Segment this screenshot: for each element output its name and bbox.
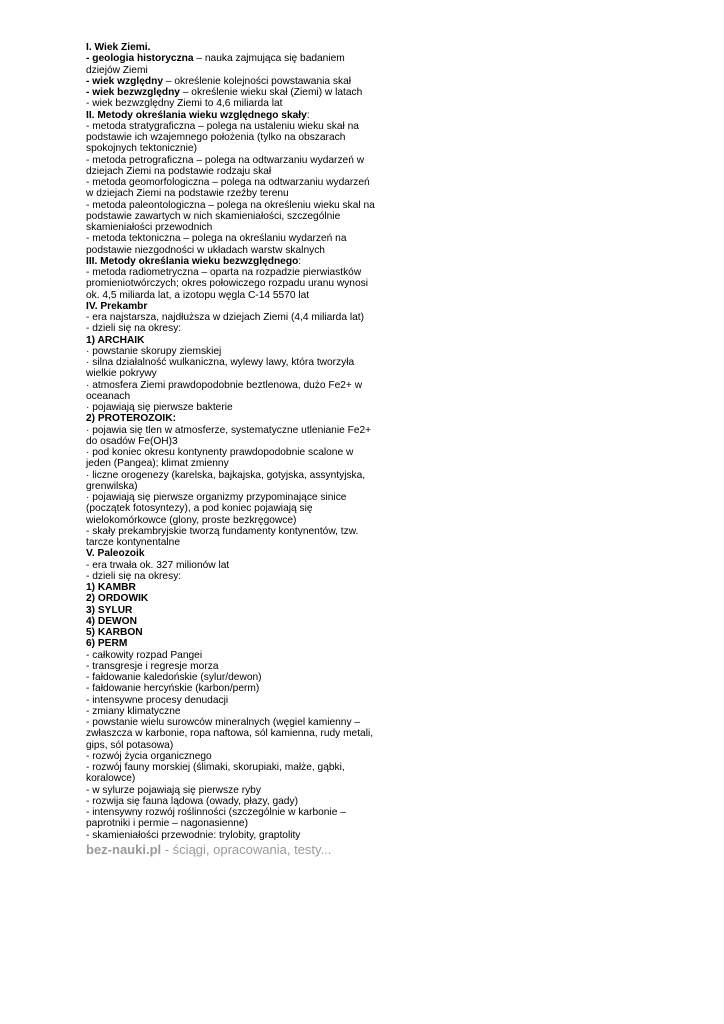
site-brand: bez-nauki.pl [86, 841, 162, 857]
list-item: - transgresje i regresje morza [86, 660, 219, 672]
period-karbon: 5) KARBON [86, 627, 143, 638]
site-tagline: - ściągi, opracowania, testy... [161, 841, 332, 857]
period-sylur: 3) SYLUR [86, 604, 133, 616]
list-item: · powstanie skorupy ziemskiej [86, 345, 222, 357]
list-item: · silna działalność wulkaniczna, wylewy lawy, która tworzyła wielkie pokrywy [86, 357, 355, 380]
heading-text: III. Metody określania wieku bezwzględnego [86, 255, 299, 267]
subheading-proterozoik: 2) PROTEROZOIK: [86, 413, 176, 425]
list-item: - metoda radiometryczna – oparta na rozpadzie pierwiastków promieniotwórczych; okres połowiczego rozpadu uranu wynosi ok. 4,5 miliarda lat, a izotopu węgla C-14 5570 lat [86, 267, 368, 301]
list-item: · atmosfera Ziemi prawdopodobnie beztlenowa, dużo Fe2+ w oceanach [86, 379, 363, 402]
document-body [86, 42, 376, 858]
list-item: - fałdowanie kaledońskie (sylur/dewon) [86, 672, 262, 683]
list-item: - intensywne procesy denudacji [86, 694, 229, 706]
definition-text: – określenie wieku skał (Ziemi) w latach [179, 87, 363, 98]
list-item: - rozwój fauny morskiej (ślimaki, skorupiaki, małże, gąbki, koralowce) [86, 762, 345, 785]
period-ordowik: 2) ORDOWIK [86, 593, 149, 605]
text-line: - wiek bezwzględny Ziemi to 4,6 miliarda lat [86, 98, 283, 110]
list-item: · pojawiają się pierwsze organizmy przypominające sinice (początek fotosyntezy), a pod koniec pojawiają się wielokomórkowce (glony, proste bezkręgowce) [86, 492, 347, 526]
list-item: - metoda tektoniczna – polega na określaniu wydarzeń na podstawie niezgodności w układach warstw skalnych [86, 233, 347, 256]
list-item: - intensywny rozwój roślinności (szczególnie w karbonie – paprotniki i permie – nagonasienne) [86, 807, 346, 830]
section-heading-metody-bezwzgledne [86, 256, 376, 267]
period-perm: 6) PERM [86, 638, 128, 650]
list-item: - fałdowanie hercyńskie (karbon/perm) [86, 683, 260, 695]
list-item: - rozwija się fauna lądowa (owady, płazy, gady) [86, 795, 298, 807]
list-item: - powstanie wielu surowców mineralnych (węgiel kamienny – zwłaszcza w karbonie, ropa naftowa, sól kamienna, rudy metali, gips, sól potasowa) [86, 717, 374, 751]
list-item: - skamieniałości przewodnie: trylobity, graptolity [86, 829, 301, 841]
section-heading-metody-wzgledne [86, 110, 376, 121]
footer-watermark [86, 841, 376, 858]
list-item: - zmiany klimatyczne [86, 705, 181, 717]
list-item: - rozwój życia organicznego [86, 750, 212, 762]
term-wiek-bezwzgledny: - wiek bezwzględny [86, 87, 180, 98]
term-geologia: - geologia historyczna [86, 53, 194, 65]
period-kambr: 1) KAMBR [86, 582, 136, 593]
list-item: - całkowity rozpad Pangei [86, 649, 203, 661]
list-item: - w sylurze pojawiają się pierwsze ryby [86, 784, 261, 796]
section-heading-prekambr: IV. Prekambr [86, 300, 148, 312]
heading-colon: : [298, 255, 302, 267]
definition-wiek-bezwzgledny [86, 87, 376, 98]
list-item: - metoda geomorfologiczna – polega na odtwarzaniu wydarzeń w dziejach Ziemi na podstawie rzeźby terenu [86, 177, 370, 200]
heading-text: II. Metody określania wieku względnego skały [86, 109, 307, 121]
list-item: - era trwała ok. 327 milionów lat [86, 559, 230, 571]
heading-colon: : [306, 109, 310, 121]
list-item: · pod koniec okresu kontynenty prawdopodobnie scalone w jeden (Pangea); klimat zmienny [86, 447, 354, 470]
list-item: · pojawiają się pierwsze bakterie [86, 402, 233, 413]
list-item: - metoda petrograficzna – polega na odtwarzaniu wydarzeń w dziejach Ziemi na podstawie rodzaju skał [86, 154, 365, 177]
term-wiek-wzgledny: - wiek względny [86, 75, 163, 87]
definition-text: – określenie kolejności powstawania skał [163, 75, 352, 87]
definition-wiek-wzgledny [86, 76, 376, 87]
period-dewon: 4) DEWON [86, 615, 137, 627]
definition-geologia [86, 53, 376, 76]
list-item: - skały prekambryjskie tworzą fundamenty kontynentów, tzw. tarcze kontynentalne [86, 525, 359, 548]
list-item: - dzieli się na okresy: [86, 570, 182, 582]
list-item: · liczne orogenezy (karelska, bajkajska, gotyjska, assyntyjska, grenwilska) [86, 469, 366, 492]
definition-text: – nauka zajmująca się badaniem dziejów Ziemi [86, 53, 345, 76]
list-item: - era najstarsza, najdłuższa w dziejach Ziemi (4,4 miliarda lat) [86, 312, 364, 323]
section-heading-wiek-ziemi: I. Wiek Ziemi. [86, 42, 151, 53]
subheading-archaik: 1) ARCHAIK [86, 334, 145, 346]
list-item: - dzieli się na okresy: [86, 323, 182, 335]
list-item: - metoda paleontologiczna – polega na określeniu wieku skal na podstawie zawartych w nich skamieniałości, szczególnie skamieniałości przewodnich [86, 199, 375, 233]
list-item: - metoda stratygraficzna – polega na ustaleniu wieku skał na podstawie ich wzajemnego położenia (tylko na obszarach spokojnych tektonicznie) [86, 120, 359, 155]
list-item: · pojawia się tlen w atmosferze, systematyczne utlenianie Fe2+ do osadów Fe(OH)3 [86, 424, 372, 447]
section-heading-paleozoik: V. Paleozoik [86, 548, 145, 560]
